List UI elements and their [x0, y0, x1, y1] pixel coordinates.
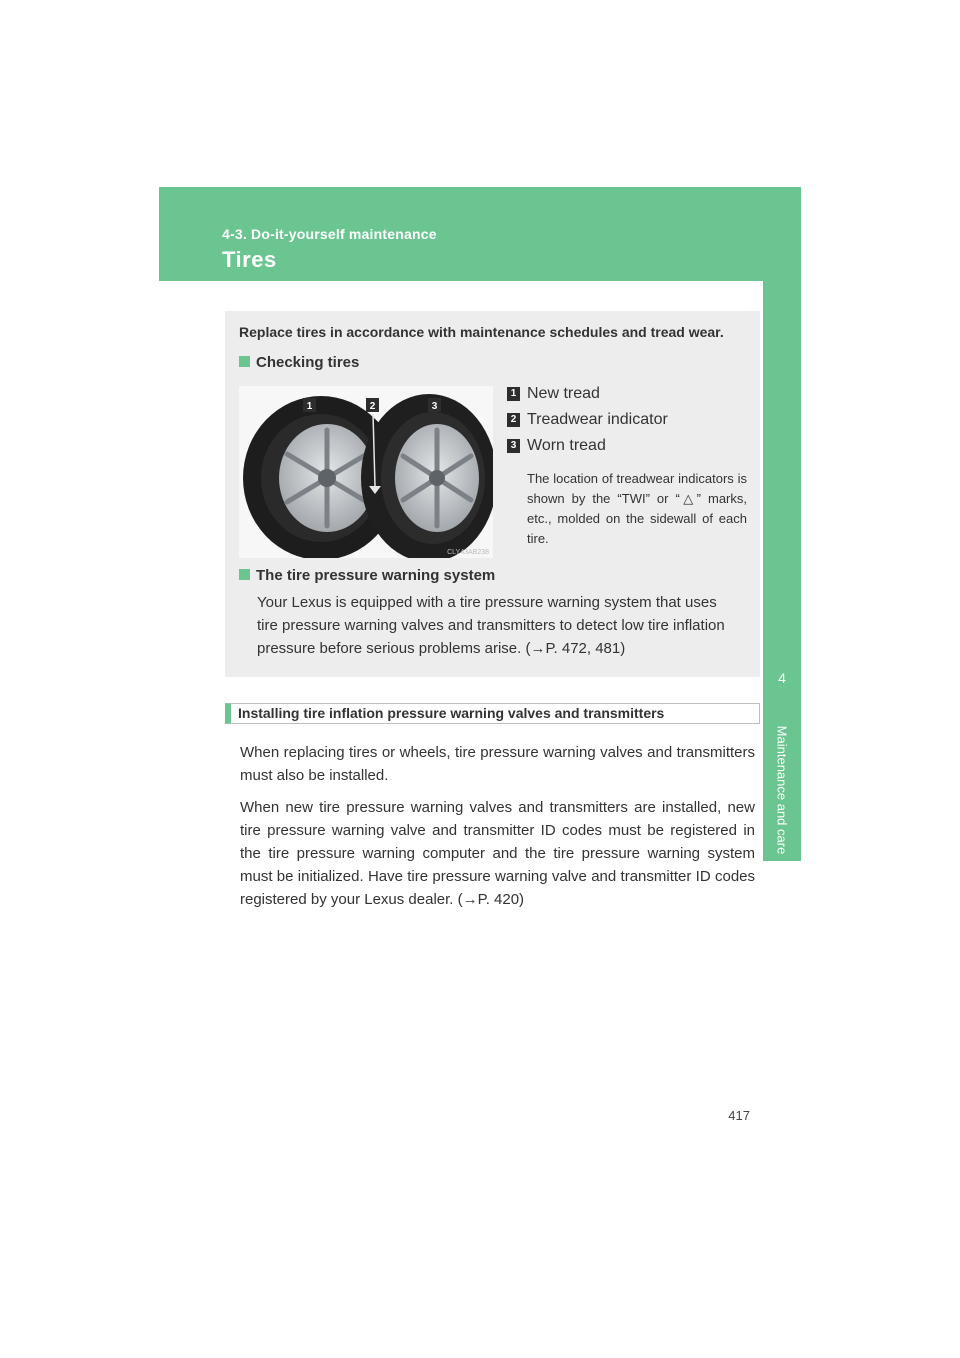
- side-tab: [763, 281, 801, 861]
- tire-figure: [239, 386, 493, 558]
- square-bullet-icon: [239, 356, 250, 367]
- legend-label: Worn tread: [527, 437, 606, 454]
- chapter-number: 4: [778, 670, 786, 686]
- intro-text: Replace tires in accordance with maintenance schedules and tread wear.: [239, 324, 724, 340]
- install-paragraph-2: When new tire pressure warning valves and transmitters are installed, new tire pressure warning valve and transmitter ID codes must be registered in the tire pressure warning computer and the tire pressure warning system must be initialized. Have tire pressure warning valve and transmitter ID codes registered by your Lexus dealer. (→P. 420): [240, 799, 755, 908]
- tpws-text: Your Lexus is equipped with a tire pressure warning system that uses tire pressure warning valves and transmitters to detect low tire inflation pressure before serious problems arise. (→P. 472, 481): [257, 594, 725, 657]
- legend-item-new-tread: [507, 381, 747, 407]
- chapter-label: Maintenance and care: [774, 725, 790, 855]
- svg-text:1: 1: [306, 401, 313, 412]
- tpws-heading-label: The tire pressure warning system: [256, 567, 496, 584]
- legend-label: Treadwear indicator: [527, 411, 668, 428]
- svg-text:3: 3: [431, 401, 438, 412]
- figure-callout-2: [366, 398, 379, 412]
- page-title: Tires: [222, 247, 277, 272]
- figure-callout-1: [303, 398, 316, 412]
- checking-tires-heading: [239, 354, 359, 371]
- install-heading: [225, 703, 760, 724]
- legend-number: 2: [507, 413, 520, 427]
- figure-callout-3: [428, 398, 441, 412]
- checking-tires-label: Checking tires: [256, 354, 360, 371]
- square-bullet-icon: [239, 569, 250, 580]
- tpws-heading: [239, 567, 495, 584]
- treadwear-note: The location of treadwear indicators is shown by the “TWI” or “△” marks, etc., molded on the sidewall of each tire.: [527, 471, 747, 546]
- figure-code: CLY43AB238: [447, 549, 489, 556]
- tire-illustration: [239, 386, 493, 558]
- legend-number: 1: [507, 387, 520, 401]
- legend-label: New tread: [527, 385, 600, 402]
- legend-number: 3: [507, 439, 520, 453]
- info-box: [225, 311, 760, 677]
- install-paragraph-1: When replacing tires or wheels, tire pressure warning valves and transmitters must also be installed.: [240, 744, 755, 784]
- legend-item-treadwear-indicator: [507, 407, 747, 433]
- svg-text:2: 2: [369, 401, 376, 412]
- install-heading-label: Installing tire inflation pressure warning valves and transmitters: [238, 705, 665, 721]
- legend: [507, 381, 747, 549]
- section-label: 4-3. Do-it-yourself maintenance: [222, 226, 437, 242]
- page-number: 417: [728, 1108, 750, 1123]
- legend-item-worn-tread: [507, 433, 747, 459]
